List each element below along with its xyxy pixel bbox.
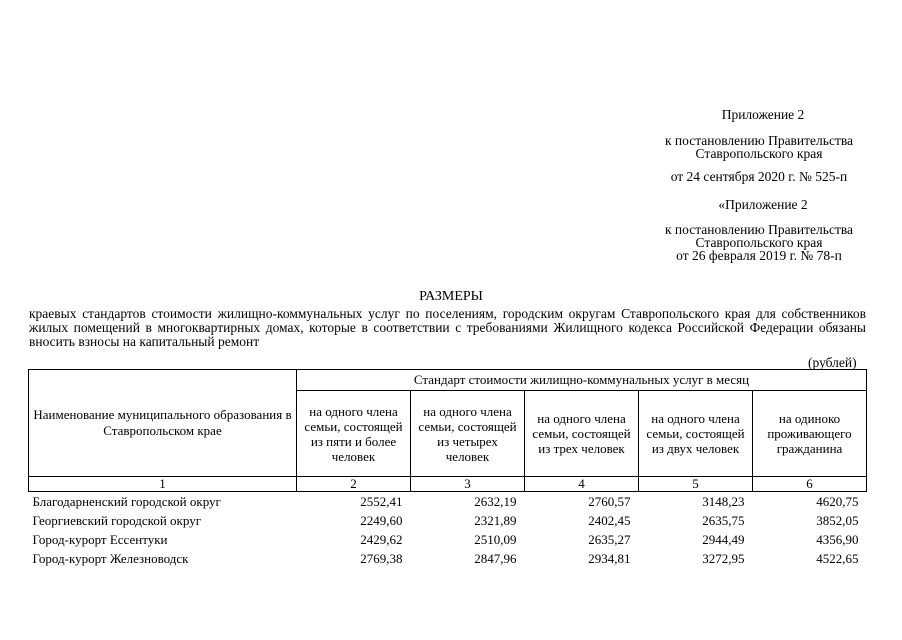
region-line-2: Ставропольского края bbox=[695, 235, 823, 250]
intro-paragraph: краевых стандартов стоимости жилищно-коммунальных услуг по поселениям, городским округам Ставропольского края для собственников жилых помещений в многоквартирных домах, которые в соответствии с требованиями Жилищного кодекса Российской Федерации обязаны вносить взносы на капитальный ремонт bbox=[29, 306, 866, 349]
table-row bbox=[29, 511, 867, 530]
value-cell: 4522,65 bbox=[816, 551, 859, 566]
decree-line: к постановлению Правительства bbox=[664, 133, 854, 148]
value-cell: 2552,41 bbox=[360, 494, 403, 509]
value-cell: 2769,38 bbox=[360, 551, 403, 566]
municipality-name: Благодарненский городской округ bbox=[32, 494, 221, 509]
decree-date-line-2: от 26 февраля 2019 г. № 78-п bbox=[676, 248, 842, 263]
value-cell: 2402,45 bbox=[588, 513, 631, 528]
decree-date-line: от 24 сентября 2020 г. № 525-п bbox=[670, 169, 848, 184]
units-label: (рублей) bbox=[808, 355, 857, 370]
two-header: на одного члена семьи, состоящей из двух человек bbox=[639, 391, 753, 477]
column-number: 3 bbox=[411, 477, 525, 492]
single-header: на одиноко проживающего гражданина bbox=[753, 391, 867, 477]
column-number: 6 bbox=[753, 477, 867, 492]
value-cell: 4620,75 bbox=[816, 494, 859, 509]
value-cell: 2510,09 bbox=[474, 532, 517, 547]
standards-table bbox=[28, 369, 867, 568]
region-line: Ставропольского края bbox=[695, 146, 823, 161]
column-numbers-row bbox=[29, 477, 867, 492]
table-row bbox=[29, 492, 867, 512]
value-cell: 2944,49 bbox=[702, 532, 745, 547]
column-number: 1 bbox=[29, 477, 297, 492]
document-title: РАЗМЕРЫ bbox=[419, 289, 483, 304]
value-cell: 2429,62 bbox=[360, 532, 403, 547]
value-cell: 4356,90 bbox=[816, 532, 859, 547]
value-cell: 2847,96 bbox=[474, 551, 517, 566]
appendix-label: Приложение 2 bbox=[721, 107, 805, 122]
column-number: 5 bbox=[639, 477, 753, 492]
table-row bbox=[29, 530, 867, 549]
value-cell: 2934,81 bbox=[588, 551, 631, 566]
value-cell: 2249,60 bbox=[360, 513, 403, 528]
value-cell: 2635,27 bbox=[588, 532, 631, 547]
decree-line-2: к постановлению Правительства bbox=[664, 222, 854, 237]
value-cell: 3148,23 bbox=[702, 494, 745, 509]
column-number: 4 bbox=[525, 477, 639, 492]
value-cell: 2321,89 bbox=[474, 513, 517, 528]
table-row bbox=[29, 549, 867, 568]
value-cell: 3272,95 bbox=[702, 551, 745, 566]
municipality-name: Город-курорт Ессентуки bbox=[32, 532, 168, 547]
municipality-header: Наименование муниципального образования в Ставропольском крае bbox=[29, 370, 297, 477]
municipality-name: Георгиевский городской округ bbox=[32, 513, 202, 528]
five-plus-header: на одного члена семьи, состоящей из пяти и более человек bbox=[297, 391, 411, 477]
three-header: на одного члена семьи, состоящей из трех человек bbox=[525, 391, 639, 477]
value-cell: 3852,05 bbox=[816, 513, 859, 528]
four-header: на одного члена семьи, состоящей из четырех человек bbox=[411, 391, 525, 477]
appendix-label-quoted: «Приложение 2 bbox=[718, 197, 808, 212]
value-cell: 2632,19 bbox=[474, 494, 517, 509]
value-cell: 2635,75 bbox=[702, 513, 745, 528]
municipality-name: Город-курорт Железноводск bbox=[32, 551, 189, 566]
standard-group-header: Стандарт стоимости жилищно-коммунальных услуг в месяц bbox=[297, 370, 867, 391]
value-cell: 2760,57 bbox=[588, 494, 631, 509]
column-number: 2 bbox=[297, 477, 411, 492]
